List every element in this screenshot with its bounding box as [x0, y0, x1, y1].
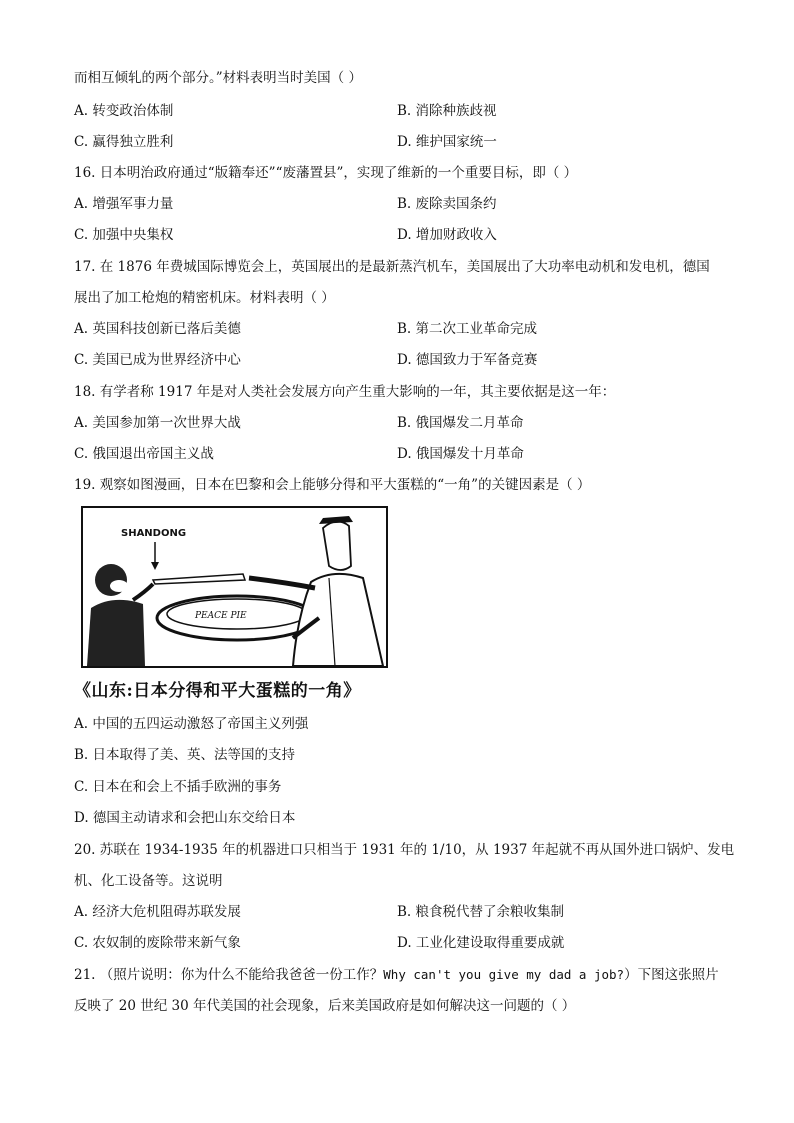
q16-option-a: A. 增强军事力量	[74, 196, 174, 212]
q15-stem-tail: 而相互倾轧的两个部分。”材料表明当时美国（ ）	[74, 70, 362, 86]
q21-stem-part3: ）下图这张照片	[624, 967, 719, 983]
q16-option-b: B. 废除卖国条约	[397, 196, 497, 212]
q18-option-c: C. 俄国退出帝国主义战	[74, 446, 214, 462]
q19-option-a: A. 中国的五四运动激怒了帝国主义列强	[74, 716, 309, 732]
q18-option-a: A. 美国参加第一次世界大战	[74, 415, 241, 431]
q16-option-c: C. 加强中央集权	[74, 227, 174, 243]
q15-option-c: C. 赢得独立胜利	[74, 134, 174, 150]
q19-option-b: B. 日本取得了美、英、法等国的支持	[74, 747, 296, 763]
q20-option-b: B. 粮食税代替了余粮收集制	[397, 904, 565, 920]
q18-option-b: B. 俄国爆发二月革命	[397, 415, 524, 431]
q20-stem-line1: 20. 苏联在 1934-1935 年的机器进口只相当于 1931 年的 1/10，从 1937 年起就不再从国外进口锅炉、发电	[74, 842, 735, 858]
q19-option-c: C. 日本在和会上不插手欧洲的事务	[74, 779, 282, 795]
q15-option-a: A. 转变政治体制	[74, 103, 174, 119]
cartoon-pie-label: PEACE PIE	[195, 611, 247, 621]
q16-stem: 16. 日本明治政府通过“版籍奉还”“废藩置县”，实现了维新的一个重要目标，即（ ）	[74, 165, 578, 181]
q21-stem-line1	[74, 963, 719, 983]
q20-option-a: A. 经济大危机阻碍苏联发展	[74, 904, 241, 920]
peace-pie-cartoon	[81, 506, 388, 668]
cartoon-caption: 《山东:日本分得和平大蛋糕的一角》	[74, 681, 361, 701]
q19-stem: 19. 观察如图漫画，日本在巴黎和会上能够分得和平大蛋糕的“一角”的关键因素是（ ）	[74, 477, 591, 493]
q15-option-d: D. 维护国家统一	[397, 134, 497, 150]
q20-option-c: C. 农奴制的废除带来新气象	[74, 935, 241, 951]
q16-option-d: D. 增加财政收入	[397, 227, 497, 243]
cartoon-shandong-label: SHANDONG	[121, 528, 187, 539]
q15-option-b: B. 消除种族歧视	[397, 103, 497, 119]
q21-stem-part1: 21. （照片说明：你为什么不能给我爸爸一份工作？	[74, 967, 384, 983]
q17-option-c: C. 美国已成为世界经济中心	[74, 352, 241, 368]
q17-stem-line2: 展出了加工枪炮的精密机床。材料表明（ ）	[74, 290, 335, 306]
q21-stem-line2: 反映了 20 世纪 30 年代美国的社会现象，后来美国政府是如何解决这一问题的（ ）	[74, 998, 576, 1014]
q20-stem-line2: 机、化工设备等。这说明	[74, 873, 223, 889]
q18-stem: 18. 有学者称 1917 年是对人类社会发展方向产生重大影响的一年，其主要依据是这一年：	[74, 384, 616, 400]
q17-option-a: A. 英国科技创新已落后美德	[74, 321, 241, 337]
q21-english-caption: Why can't you give my dad a job?	[383, 967, 625, 982]
q17-option-b: B. 第二次工业革命完成	[397, 321, 538, 337]
q20-option-d: D. 工业化建设取得重要成就	[397, 935, 565, 951]
q18-option-d: D. 俄国爆发十月革命	[397, 446, 524, 462]
q17-option-d: D. 德国致力于军备竞赛	[397, 352, 538, 368]
q17-stem-line1: 17. 在 1876 年费城国际博览会上，英国展出的是最新蒸汽机车，美国展出了大功率电动机和发电机，德国	[74, 259, 710, 275]
q19-option-d: D. 德国主动请求和会把山东交给日本	[74, 810, 296, 826]
